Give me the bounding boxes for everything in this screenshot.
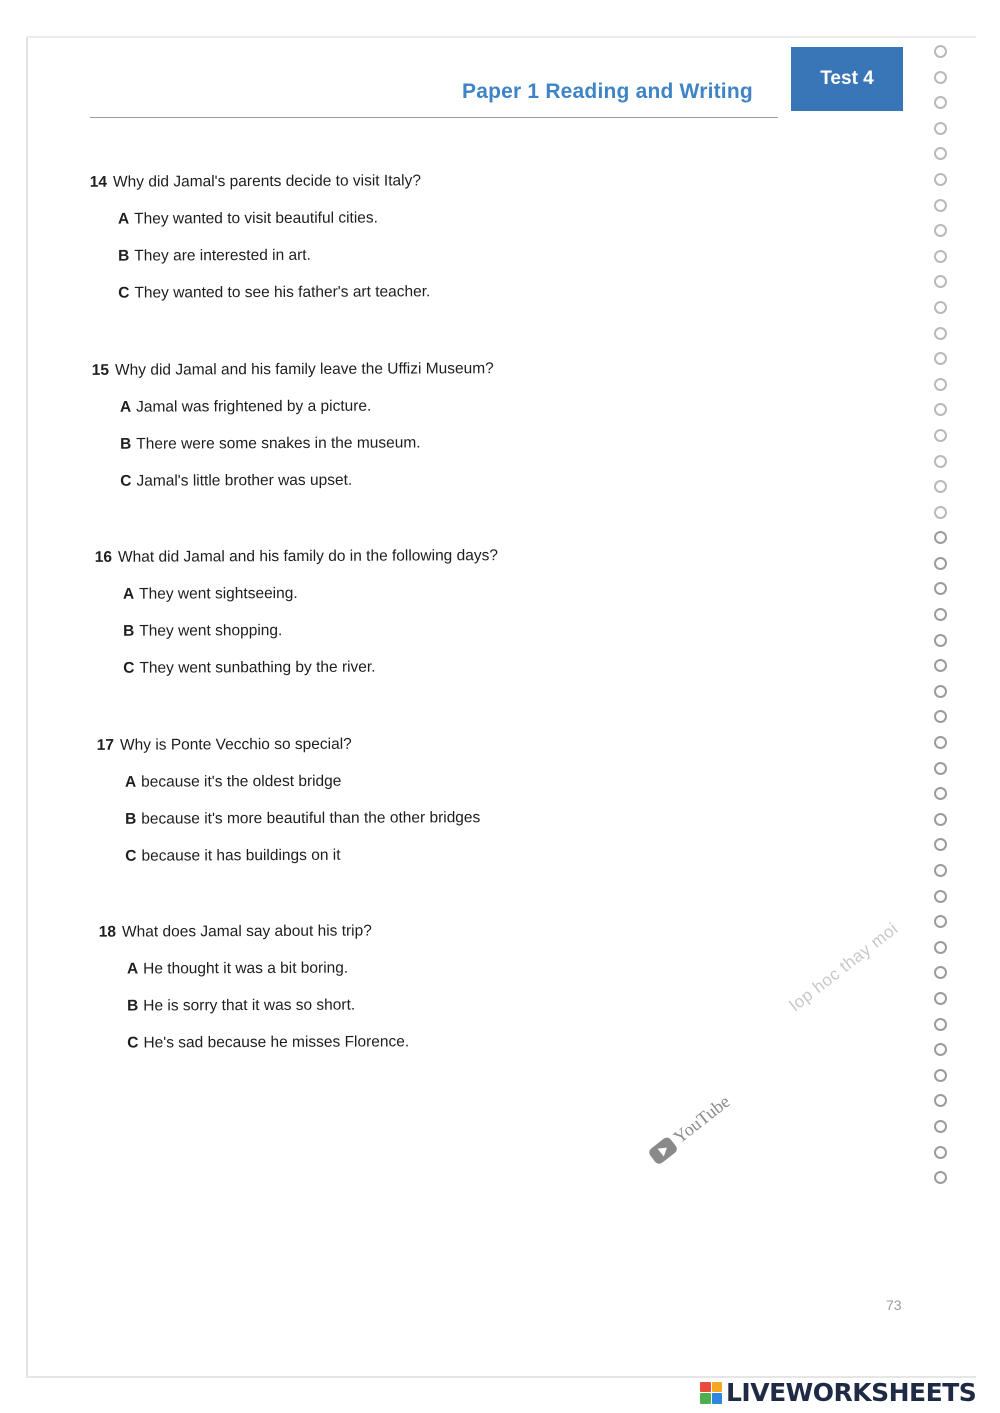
spiral-ring	[934, 813, 947, 826]
spiral-ring	[934, 838, 947, 851]
page-title: Paper 1 Reading and Writing	[462, 80, 753, 103]
spiral-ring	[934, 224, 947, 237]
spiral-ring	[934, 45, 947, 58]
question-15	[92, 359, 495, 492]
spiral-ring	[934, 1146, 947, 1159]
question-number: 15	[91, 361, 110, 379]
spiral-ring	[934, 531, 947, 544]
liveworksheets-wordmark: LIVEWORKSHEETS	[726, 1378, 977, 1407]
question-text: Why did Jamal and his family leave the Uffizi Museum?	[114, 360, 494, 379]
question-16	[95, 546, 499, 679]
spiral-ring	[934, 1043, 947, 1056]
question-17	[97, 734, 481, 867]
question-18	[99, 921, 410, 1053]
question-stem	[90, 171, 430, 192]
page-edge-top	[26, 36, 976, 38]
option-b[interactable]: B They are interested in art.	[118, 246, 311, 265]
spiral-ring	[934, 480, 947, 493]
spiral-ring	[934, 582, 947, 595]
option-a[interactable]: A They wanted to visit beautiful cities.	[117, 209, 378, 228]
option-c[interactable]: C They wanted to see his father's art teacher.	[118, 283, 431, 302]
spiral-ring	[934, 275, 947, 288]
badge-square-1	[700, 1382, 711, 1393]
question-text: Why did Jamal's parents decide to visit Italy?	[112, 172, 421, 191]
badge-square-2	[712, 1382, 723, 1393]
question-text: What did Jamal and his family do in the following days?	[117, 547, 498, 566]
page-edge-left	[26, 36, 28, 1376]
spiral-ring	[934, 122, 947, 135]
spiral-ring	[934, 403, 947, 416]
option-b[interactable]: B There were some snakes in the museum.	[120, 434, 421, 453]
spiral-ring	[934, 941, 947, 954]
spiral-ring	[934, 506, 947, 519]
spiral-ring	[934, 1094, 947, 1107]
question-number: 16	[94, 548, 113, 566]
liveworksheets-logo[interactable]	[700, 1378, 976, 1407]
option-a[interactable]: A Jamal was frightened by a picture.	[119, 397, 372, 416]
spiral-ring	[934, 915, 947, 928]
option-c[interactable]: C Jamal's little brother was upset.	[120, 471, 353, 490]
test-label-tab: Test 4	[791, 47, 903, 111]
page-number: 73	[886, 1297, 902, 1313]
badge-square-4	[712, 1393, 723, 1404]
spiral-ring	[934, 199, 947, 212]
play-icon	[647, 1135, 679, 1165]
option-c[interactable]: C They went sunbathing by the river.	[123, 658, 376, 677]
question-text: Why is Ponte Vecchio so special?	[119, 735, 352, 754]
question-number: 14	[89, 173, 108, 191]
spiral-ring	[934, 96, 947, 109]
spiral-ring	[934, 429, 947, 442]
spiral-ring	[934, 147, 947, 160]
liveworksheets-badge-icon	[700, 1382, 722, 1404]
spiral-ring	[934, 659, 947, 672]
question-number: 18	[98, 923, 117, 941]
option-a[interactable]: A because it's the oldest bridge	[124, 772, 342, 791]
spiral-ring	[934, 71, 947, 84]
spiral-ring	[934, 1069, 947, 1082]
option-a[interactable]: A He thought it was a bit boring.	[126, 959, 349, 978]
question-stem	[97, 734, 480, 756]
spiral-ring	[934, 1018, 947, 1031]
spiral-ring	[934, 762, 947, 775]
youtube-watermark	[646, 1091, 734, 1166]
header-divider	[90, 117, 778, 118]
spiral-ring	[934, 608, 947, 621]
spiral-ring	[934, 736, 947, 749]
spiral-ring	[934, 992, 947, 1005]
spiral-ring	[934, 966, 947, 979]
question-text: What does Jamal say about his trip?	[121, 922, 372, 941]
option-c[interactable]: C because it has buildings on it	[125, 846, 341, 865]
badge-square-3	[700, 1393, 711, 1404]
question-14	[90, 171, 431, 303]
option-a[interactable]: A They went sightseeing.	[122, 584, 298, 603]
option-b[interactable]: B He is sorry that it was so short.	[127, 996, 356, 1015]
spiral-ring	[934, 301, 947, 314]
spiral-ring	[934, 1171, 947, 1184]
spiral-ring	[934, 250, 947, 263]
spiral-ring	[934, 327, 947, 340]
spiral-ring	[934, 787, 947, 800]
spiral-ring	[934, 173, 947, 186]
spiral-ring	[934, 378, 947, 391]
option-b[interactable]: B because it's more beautiful than the other bridges	[125, 809, 481, 828]
question-stem	[95, 546, 498, 568]
spiral-ring	[934, 1120, 947, 1133]
channel-watermark: lop hoc thay moi	[786, 918, 902, 1015]
option-b[interactable]: B They went shopping.	[123, 622, 283, 640]
spiral-ring	[934, 557, 947, 570]
spiral-ring	[934, 352, 947, 365]
spiral-ring	[934, 864, 947, 877]
youtube-wordmark: YouTube	[669, 1091, 734, 1148]
question-number: 17	[96, 736, 115, 754]
option-c[interactable]: C He's sad because he misses Florence.	[127, 1033, 410, 1052]
spiral-ring	[934, 710, 947, 723]
question-stem	[99, 921, 409, 942]
spiral-ring	[934, 455, 947, 468]
spiral-ring	[934, 685, 947, 698]
spiral-ring	[934, 634, 947, 647]
spiral-binding	[934, 45, 956, 1197]
question-stem	[92, 359, 494, 381]
spiral-ring	[934, 890, 947, 903]
